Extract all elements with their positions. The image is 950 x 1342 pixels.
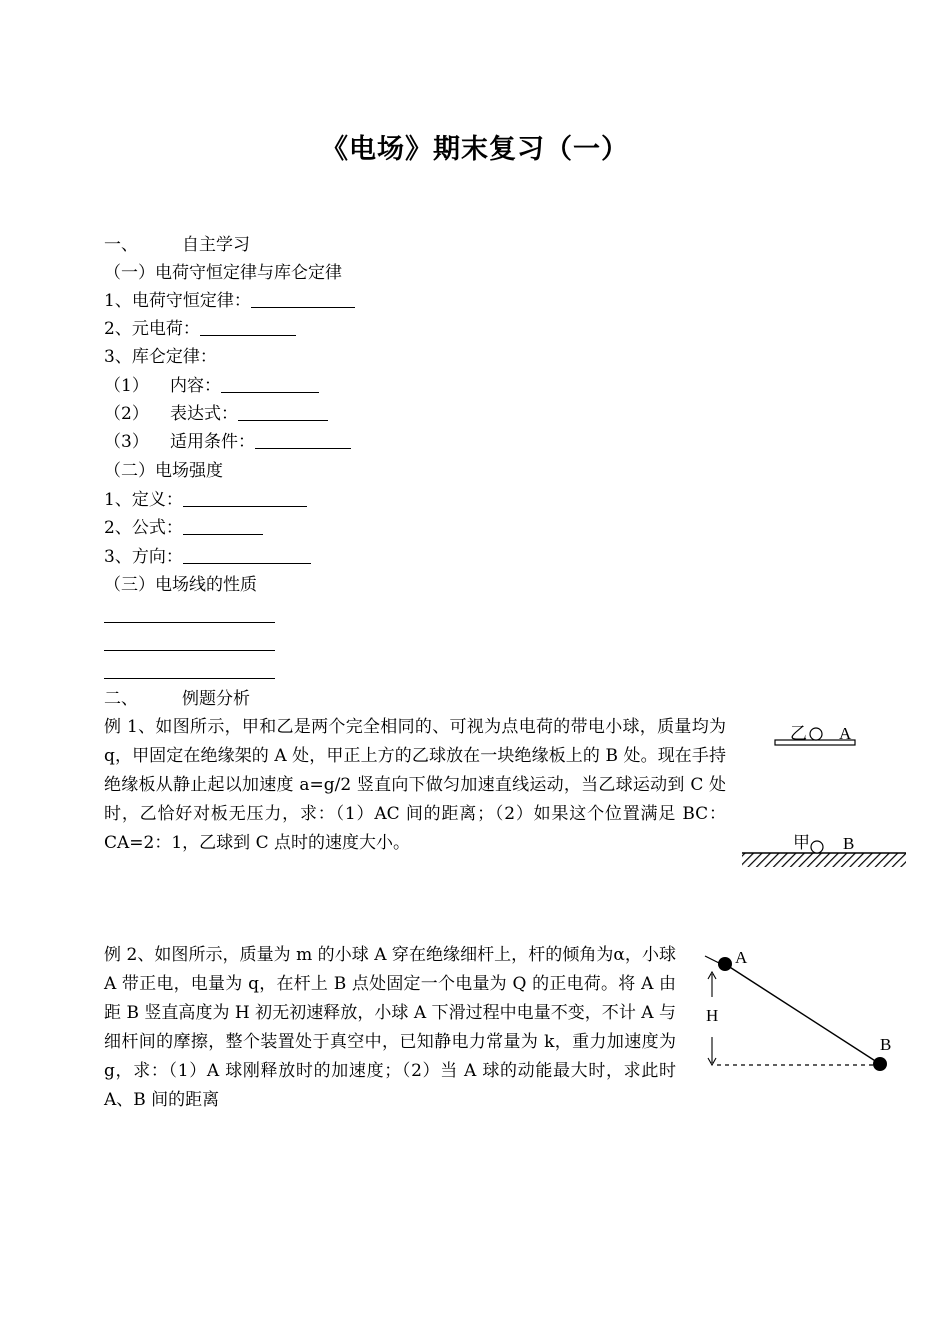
part2-heading: （二）电场强度	[104, 461, 223, 481]
coulomb-conditions-item	[104, 428, 351, 456]
ball-a	[718, 957, 732, 971]
coulomb-content-item	[104, 372, 319, 400]
ground-hatch	[742, 853, 906, 867]
conservation-law-label: 1、电荷守恒定律：	[104, 291, 251, 311]
field-formula-label: 2、公式：	[104, 518, 183, 538]
example1-text: 例 1、如图所示，甲和乙是两个完全相同的、可视为点电荷的带电小球，质量均为 q，甲固定在绝缘架的 A 处，甲正上方的乙球放在一块绝缘板上的 B 处。现在手持绝缘板从静止起以加速度 a=g/2 竖直向下做匀加速直线运动，当乙球运动到 C 处时，乙恰好对板无压力，求：（1）AC 间的距离；（2）如果这个位置满足 BC：CA=2：1，乙球到 C 点时的速度大小。	[104, 717, 726, 853]
elementary-charge-item	[104, 315, 296, 343]
coulomb-conditions-label: 适用条件：	[170, 432, 255, 452]
answer-blank	[183, 520, 263, 535]
example2-text: 例 2、如图所示，质量为 m 的小球 A 穿在绝缘细杆上，杆的倾角为α，小球 A 带正电，电量为 q，在杆上 B 点处固定一个电量为 Q 的正电荷。将 A 由距 B 竖直高度为 H 初无初速释放，小球 A 下滑过程中电量不变，不计 A 与细杆间的摩擦，整个装置处于真空中，已知静电力常量为 k，重力加速度为 g，求：（1）A 球刚释放时的加速度；（2）当 A 球的动能最大时，求此时 A、B 间的距离	[104, 945, 676, 1110]
part3-heading: （三）电场线的性质	[104, 575, 257, 595]
section2-label: 例题分析	[182, 689, 250, 709]
section2-number: 二、	[104, 689, 138, 709]
ball-yi-label: 乙	[790, 724, 807, 743]
field-direction-label: 3、方向：	[104, 547, 183, 567]
example2-figure	[695, 940, 910, 1080]
field-formula-item	[104, 514, 263, 542]
field-direction-item	[104, 543, 311, 571]
answer-blank	[238, 406, 328, 421]
answer-blank	[221, 378, 319, 393]
height-label: H	[706, 1006, 719, 1025]
point-b-label: B	[843, 834, 855, 853]
answer-line	[104, 650, 275, 651]
coulomb-expression-item	[104, 400, 328, 428]
section1-number: 一、	[104, 235, 138, 255]
sub-number: （1）	[104, 376, 149, 396]
ball-yi	[810, 728, 822, 740]
sub-number: （3）	[104, 432, 149, 452]
field-definition-item	[104, 486, 307, 514]
example1-figure	[735, 718, 915, 873]
answer-blank	[183, 549, 311, 564]
field-definition-label: 1、定义：	[104, 490, 183, 510]
page-title: 《电场》期末复习（一）	[321, 134, 629, 165]
coulomb-law-item: 3、库仑定律：	[104, 347, 217, 367]
insulating-rod	[725, 964, 880, 1064]
conservation-law-item	[104, 287, 355, 315]
section1-label: 自主学习	[182, 235, 250, 255]
answer-blank	[255, 434, 351, 449]
elementary-charge-label: 2、元电荷：	[104, 319, 200, 339]
answer-blank	[251, 293, 355, 308]
section1-heading	[104, 231, 250, 259]
charge-b	[873, 1057, 887, 1071]
sub-number: （2）	[104, 404, 149, 424]
charge-b-label: B	[880, 1035, 892, 1054]
answer-line	[104, 678, 275, 679]
ball-jia	[811, 841, 823, 853]
answer-blank	[183, 492, 307, 507]
answer-blank	[200, 321, 296, 336]
section2-heading	[104, 685, 250, 713]
ball-jia-label: 甲	[793, 833, 810, 852]
coulomb-content-label: 内容：	[170, 376, 221, 396]
part1-heading: （一）电荷守恒定律与库仑定律	[104, 263, 342, 283]
point-a-label: A	[839, 724, 852, 743]
coulomb-expression-label: 表达式：	[170, 404, 238, 424]
ball-a-label: A	[735, 948, 748, 967]
answer-line	[104, 622, 275, 623]
